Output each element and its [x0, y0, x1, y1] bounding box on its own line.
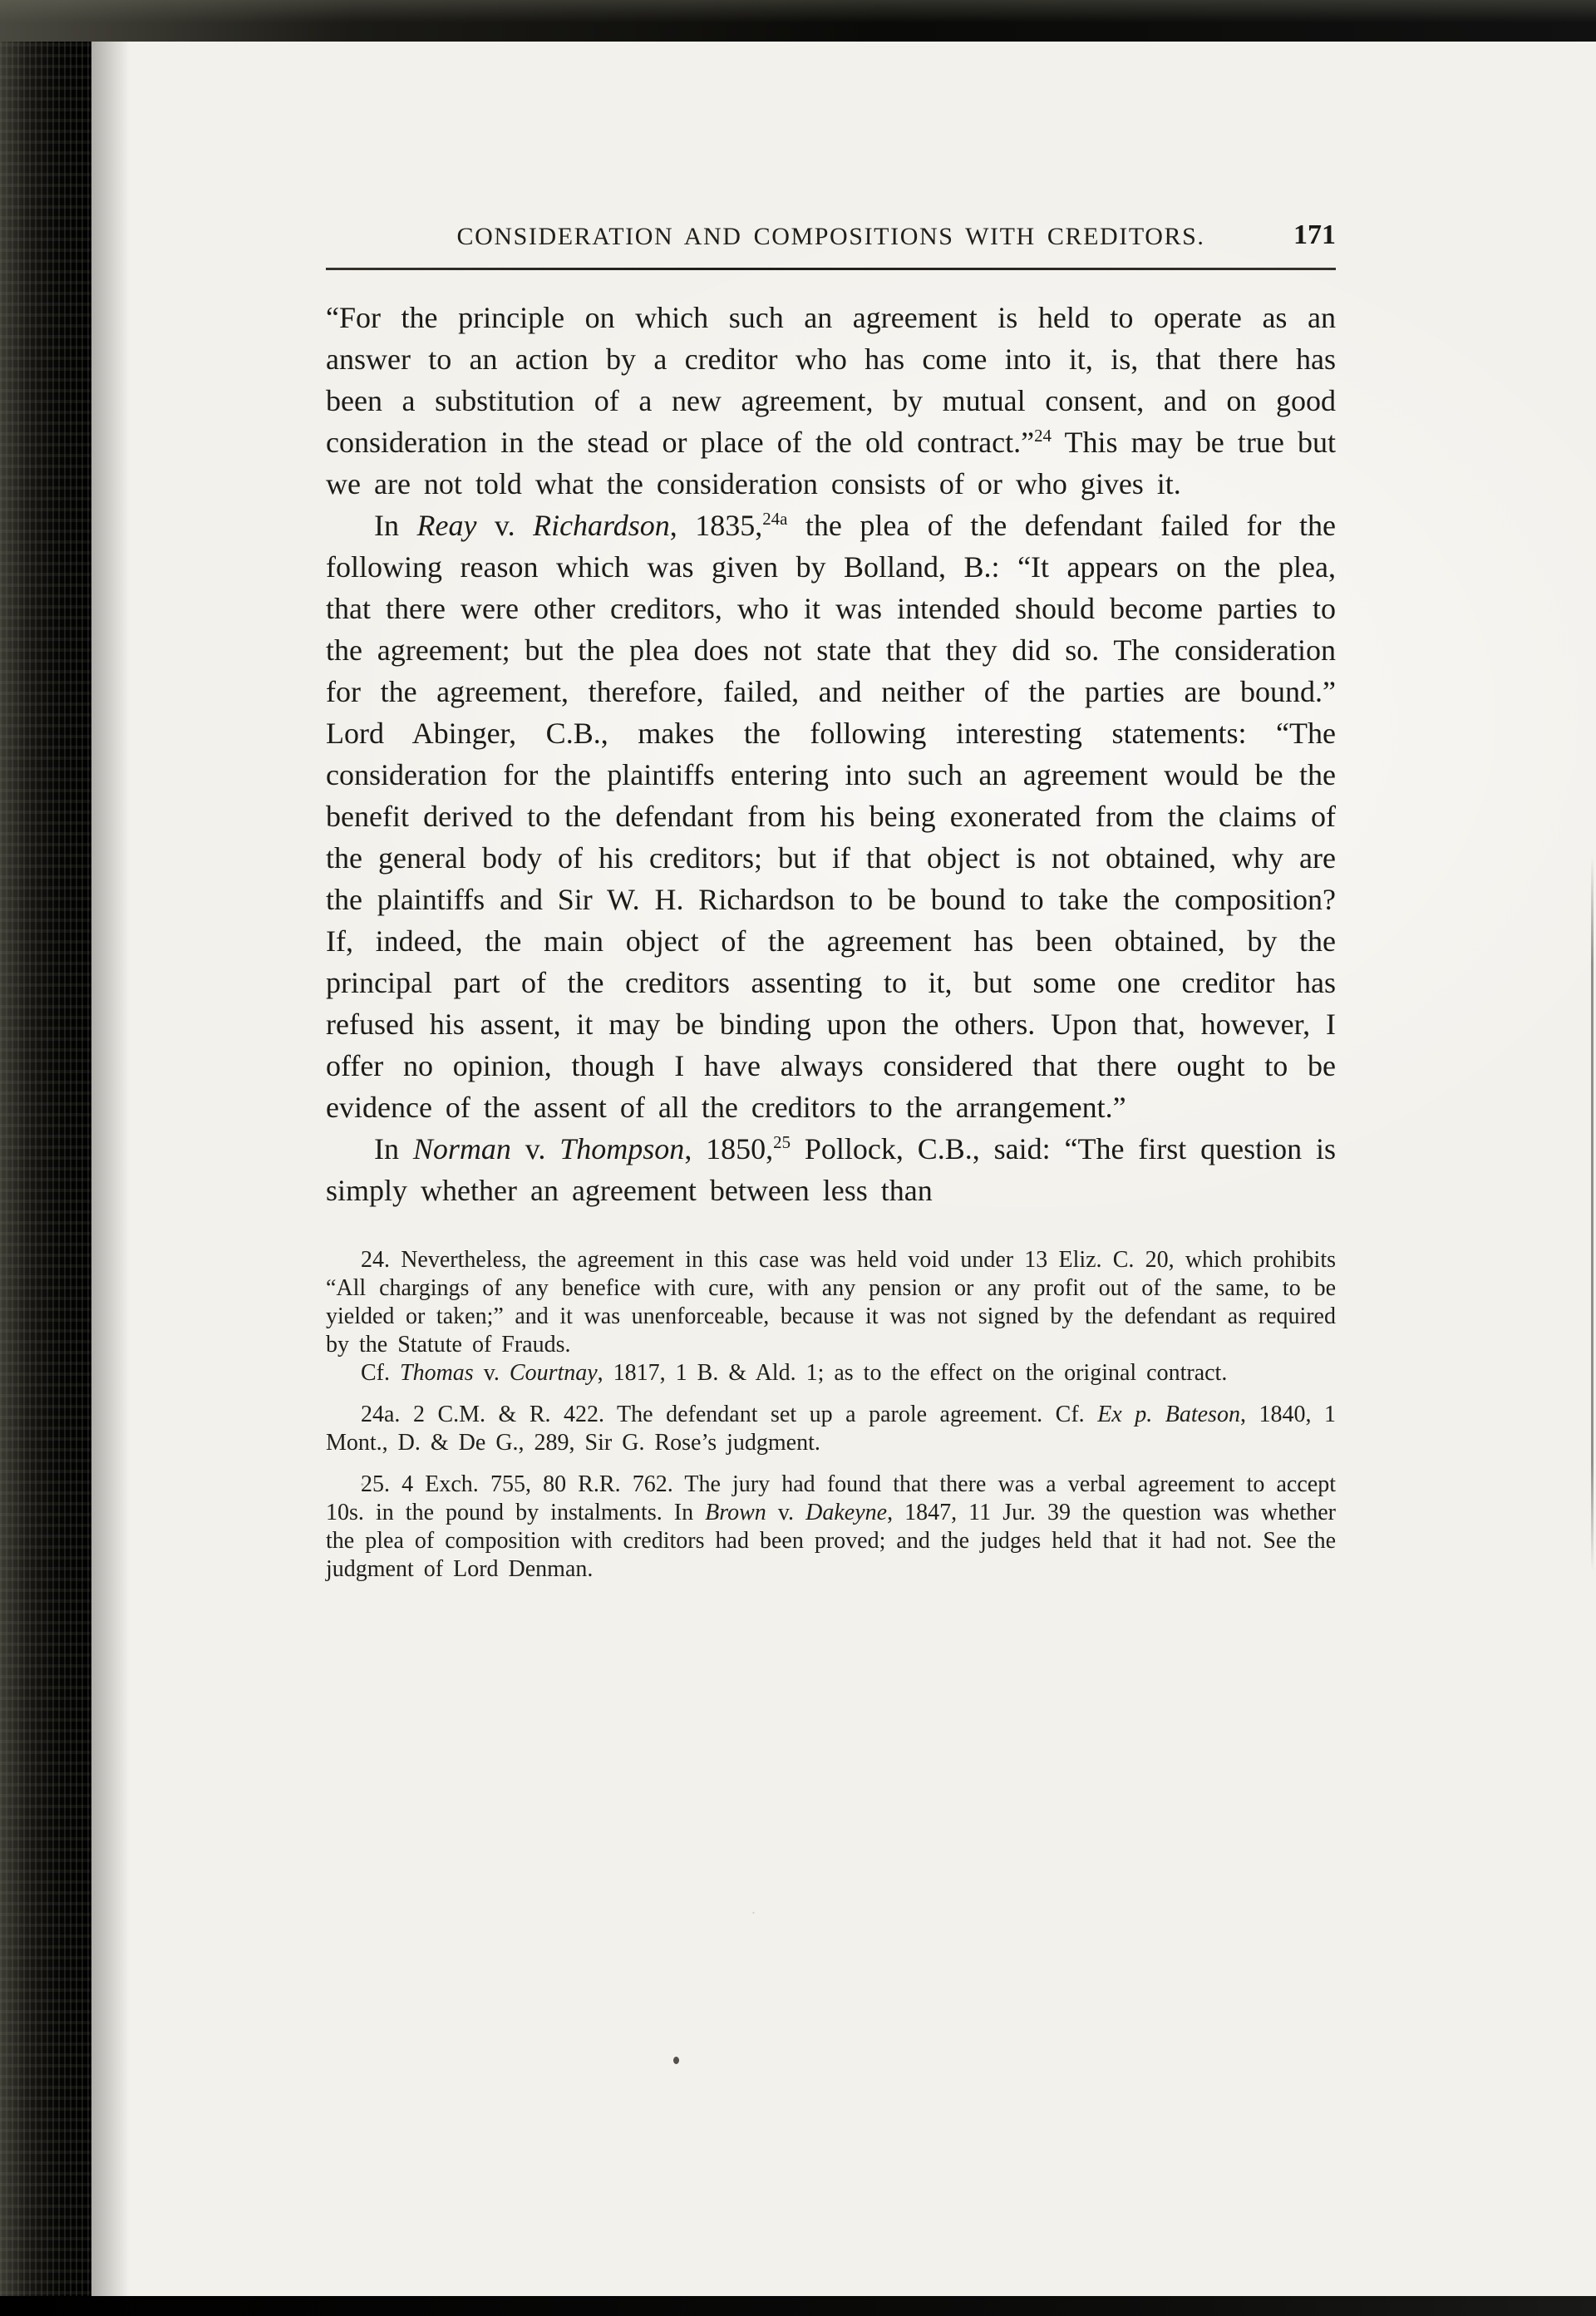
footnote-reference: 25 — [773, 1132, 791, 1152]
scan-edge-mark — [1591, 856, 1594, 1571]
text-segment: Thomas — [400, 1360, 474, 1386]
paragraph — [326, 505, 1336, 1128]
page-content — [326, 219, 1337, 1584]
running-header — [326, 219, 1336, 259]
text-segment: “For the principle on which such an agreement is held to operate as an answer to an action by a creditor who has come into it, is, that there has been a substitution of a new agreement, by mutual consent, and on good consideration in the stead or place of the old contract.” — [326, 301, 1336, 459]
text-segment: Reay — [416, 509, 477, 542]
text-segment: v. — [476, 509, 534, 542]
scan-left-edge — [0, 0, 91, 2316]
text-segment: In — [374, 1132, 413, 1165]
text-segment: In — [374, 509, 417, 542]
text-segment: the plea of the defendant failed for the following reason which was given by Bolland, B.: “It appears on the plea, that there were other creditors, who it was intended should become parties to the agreement; but the plea does not state that they did so. The consideration for the agreement, therefore, failed, and neither of the parties are bound.” Lord Abinger, C.B., makes the following interesting statements: “The consideration for the plaintiffs entering into such an agreement would be the benefit derived to the defendant from his being exonerated from the claims of the general body of his creditors; but if that object is not obtained, why are the plaintiffs and Sir W. H. Richardson to be bound to take the composition? If, indeed, the main object of the agreement has been obtained, by the principal part of the creditors assenting to it, but some one creditor has refused his assent, it may be binding upon the others. Upon that, however, I offer no opinion, though I have always considered that there ought to be evidence of the assent of all the creditors to the arrangement.” — [326, 509, 1337, 1124]
text-segment: Norman — [412, 1132, 511, 1165]
text-segment: Dakeyne — [805, 1500, 888, 1525]
text-segment: Cf. — [361, 1360, 400, 1386]
text-segment: 25. 4 Exch. 755, 80 R.R. 762. The jury had found that there was a verbal agreement to accept 10s. in the pound by instalments. In — [326, 1471, 1336, 1525]
footnotes — [326, 1246, 1336, 1584]
text-segment: Courtnay — [509, 1360, 598, 1386]
footnote — [326, 1246, 1336, 1387]
paragraph — [326, 297, 1336, 505]
text-segment: Thompson — [559, 1132, 685, 1165]
text-segment: , 1835, — [669, 509, 763, 542]
body-paragraphs — [326, 297, 1336, 1211]
text-segment: 24a. 2 C.M. & R. 422. The defendant set up a parole agreement. Cf. — [361, 1402, 1098, 1427]
text-segment: This may be true but we are not told what the consideration consists of or who gives it. — [326, 426, 1336, 500]
text-segment: v. — [766, 1500, 806, 1525]
text-segment: , 1840, 1 Mont., D. & De G., 289, Sir G. Rose’s judgment. — [326, 1402, 1337, 1456]
text-segment: Pollock, C.B., said: “The first question is simply whether an agreement between less than — [326, 1132, 1337, 1207]
header-rule — [326, 268, 1336, 270]
text-segment: Richardson — [533, 509, 670, 542]
footnote — [326, 1401, 1336, 1457]
footnote — [326, 1471, 1336, 1584]
paragraph — [326, 1128, 1336, 1211]
book-page — [91, 42, 1596, 2296]
scan-bottom-edge — [0, 2296, 1596, 2316]
scan-speck — [673, 2057, 679, 2064]
text-segment: Brown — [705, 1500, 766, 1525]
running-header-title: CONSIDERATION AND COMPOSITIONS WITH CREDITORS. — [456, 223, 1205, 250]
text-segment: v. — [473, 1360, 510, 1386]
footnote-reference: 24 — [1034, 426, 1052, 446]
page-number: 171 — [1293, 219, 1336, 250]
text-segment: , 1847, 11 Jur. 39 the question was whether the plea of composition with creditors had been proved; and the judges held that it had not. See the judgment of Lord Denman. — [326, 1500, 1336, 1582]
text-segment: , 1850, — [684, 1132, 774, 1165]
footnote-paragraph — [326, 1246, 1336, 1359]
footnote-reference: 24a — [762, 509, 788, 529]
scan-top-edge — [0, 0, 1596, 42]
text-segment: , 1817, 1 B. & Ald. 1; as to the effect on the original contract. — [597, 1360, 1228, 1386]
footnote-paragraph — [326, 1401, 1336, 1457]
footnote-paragraph — [326, 1471, 1336, 1584]
footnote-paragraph — [326, 1359, 1336, 1387]
text-segment: Ex p. Bateson — [1097, 1402, 1240, 1427]
text-segment: 24. Nevertheless, the agreement in this case was held void under 13 Eliz. C. 20, which prohibits “All chargings of any benefice with cure, with any pension or any profit out of the same, to be yielded or taken;” and it was unenforceable, because it was not signed by the defendant as required by the Statute of Frauds. — [326, 1247, 1336, 1358]
text-segment: v. — [510, 1132, 560, 1165]
